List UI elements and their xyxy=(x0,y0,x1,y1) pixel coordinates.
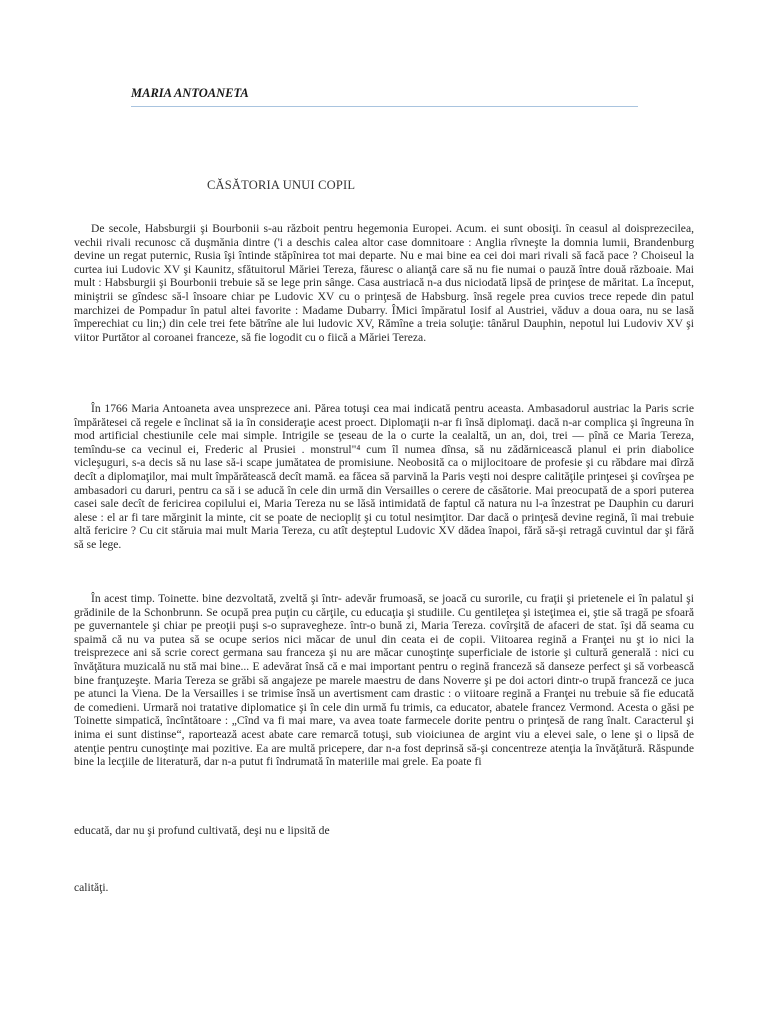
body-paragraph: În 1766 Maria Antoaneta avea unsprezece ani. Părea totuşi cea mai indicată pentru aceasta. Ambasadorul austriac la Paris scrie împărătesei că regele e înclinat să ia în consideraţie acest proect. Diplomaţii n-ar fi însă diplomaţi. dacă n-ar complica şi îngreuna în mod artificial chestiunile cele mai simple. Intrigile se ţeseau de la o curte la cealaltă, un an, doi, trei — pînă ce Maria Tereza, temîndu-se ca vecinul ei, Frederic al Prusiei . monstrul"⁴ cum îl numea dînsa, să nu zădărnicească planul ei prin diabolice vicleşuguri, s-a decis să nu lase să-i scape jumătatea de promisiune. Neobosită ca o mijlocitoare de profesie şi cu răbdare mai dîrză decît a diplomaţilor, mai mult împărătească decît mamă. ea făcea să parvină la Paris veşti noi despre calităţile prinţesei şi covîrşea pe ambasadori cu daruri, pentru ca să i se aducă în cele din urmă din Versailles o cerere de căsătorie. Mai preocupată de a spori puterea casei sale decît de fericirea copilului ei, Maria Tereza nu se lăsă intimidată de faptul că natura nu l-a înzestrat pe Dauphin cu daruri alese : el ar fi tare mărginit la minte, cit se poate de neciopli̦t şi cu totul nesimţitor. Dar dacă o prinţesă devine regină, îi mai trebuie altă fericire ? Cu cit stăruia mai mult Maria Tereza, cu atît deşteptul Ludovic XV dădea înapoi, fără să-şi retragă cuvintul dar şi fără să se lege. xyxy=(74,402,694,551)
body-paragraph: În acest timp. Toinette. bine dezvoltată, zveltă şi într- adevăr frumoasă, se joacă cu surorile, cu fraţii şi prietenele ei în palatul şi grădinile de la Schonbrunn. Se ocupă prea puţin cu cărţile, cu educaţia şi studiile. Cu gentileţea şi isteţimea ei, ştie să tragă pe sfoară pe guvernantele şi chiar pe preoţii puşi s-o supravegheze. într-o bună zi, Maria Tereza. covîrşită de afaceri de stat. îşi dă seama cu spaimă că nu va putea să se ocupe serios nici măcar de unul din ceata ei de copii. Viitoarea regină a Franţei nu şt io nici la treisprezece ani să scrie corect germana sau franceza şi nu are măcar cunoştinţe superficiale de istorie şi cultură generală : nici cu învăţătura muzicală nu stă mai bine... E adevărat însă că e mai important pentru o regină franceză să danseze perfect şi să vorbească bine franţuzeşte. Maria Tereza se grăbi să angajeze pe marele maestru de dans Noverre şi pe doi actori dintr-o trupă franceză ce juca pe atunci la Viena. De la Versailles i se trimise însă un avertisment cam drastic : o viitoare regină a Franţei nu trebuie să fie educată de comedieni. Urmară noi tratative diplomatice şi în cele din urmă fu trimis, ca educator, abatele francez Vermond. Acesta o găsi pe Toinette simpatică, încîntătoare : „Cînd va fi mai mare, va avea toate farmecele dorite pentru o prinţesă de rang înalt. Caracterul şi inima ei sunt distinse“, raportează acest abate care remarcă totuşi, sub vioiciunea de argint viu a elevei sale, o lene şi o lipsă de atenţie pentru cunoştinţe mai pozitive. Ea are multă pricepere, dar n-a fost deprinsă să-şi concentreze atenţia la învăţătură. Răspunde bine la lecţiile de literatură, dar n-a putut fi îndrumată în materiile mai grele. Ea poate fi xyxy=(74,592,694,769)
running-header: MARIA ANTOANETA xyxy=(131,86,249,100)
continuation-line: educată, dar nu şi profund cultivată, deşi nu e lipsită de xyxy=(74,824,330,837)
continuation-line: calităţi. xyxy=(74,881,109,894)
chapter-title: CĂSĂTORIA UNUI COPIL xyxy=(207,178,356,192)
header-divider xyxy=(131,106,638,107)
body-paragraph: De secole, Habsburgii şi Bourbonii s-au războit pentru hegemonia Europei. Acum. ei sunt obosiţi. în ceasul al doisprezecilea, vechii rivali recunosc că duşmănia dintre ('i a deschis calea altor case domnitoare : Anglia rîvneşte la domnia lumii, Brandenburg devine un regat puternic, Rusia îşi întinde stăpînirea tot mai departe. Nu e mai bine ea cei doi mari rivali să facă pace ? Choiseul la curtea iui Ludovic XV şi Kaunitz, sfătuitorul Măriei Tereza, făuresc o alianţă care să nu fie numai o pauză între două războaie. Mai mult : Habsburgii şi Bourbonii trebuie să se lege prin sânge. Casa austriacă n-a dus niciodată lipsă de prinţese de măritat. La început, miniştrii se gîndesc să-l însoare chiar pe Ludovic XV cu o prinţesă de Habsburg. însă regele prea cuvios trece repede din patul marchizei de Pompadur în patul altei favorite : Madame Dubarry. ÎMici împăratul Iosif al Austriei, văduv a doua oara, nu se lasă împerechiat cu lin;) din cele trei fete bătrîne ale lui ludovic XV, Rămîne a treia soluţie: tânărul Dauphin, nepotul lui Ludoviv XV şi viitor Purtător al coroanei franceze, să fie logodit cu o fiică a Măriei Tereza. xyxy=(74,222,694,344)
